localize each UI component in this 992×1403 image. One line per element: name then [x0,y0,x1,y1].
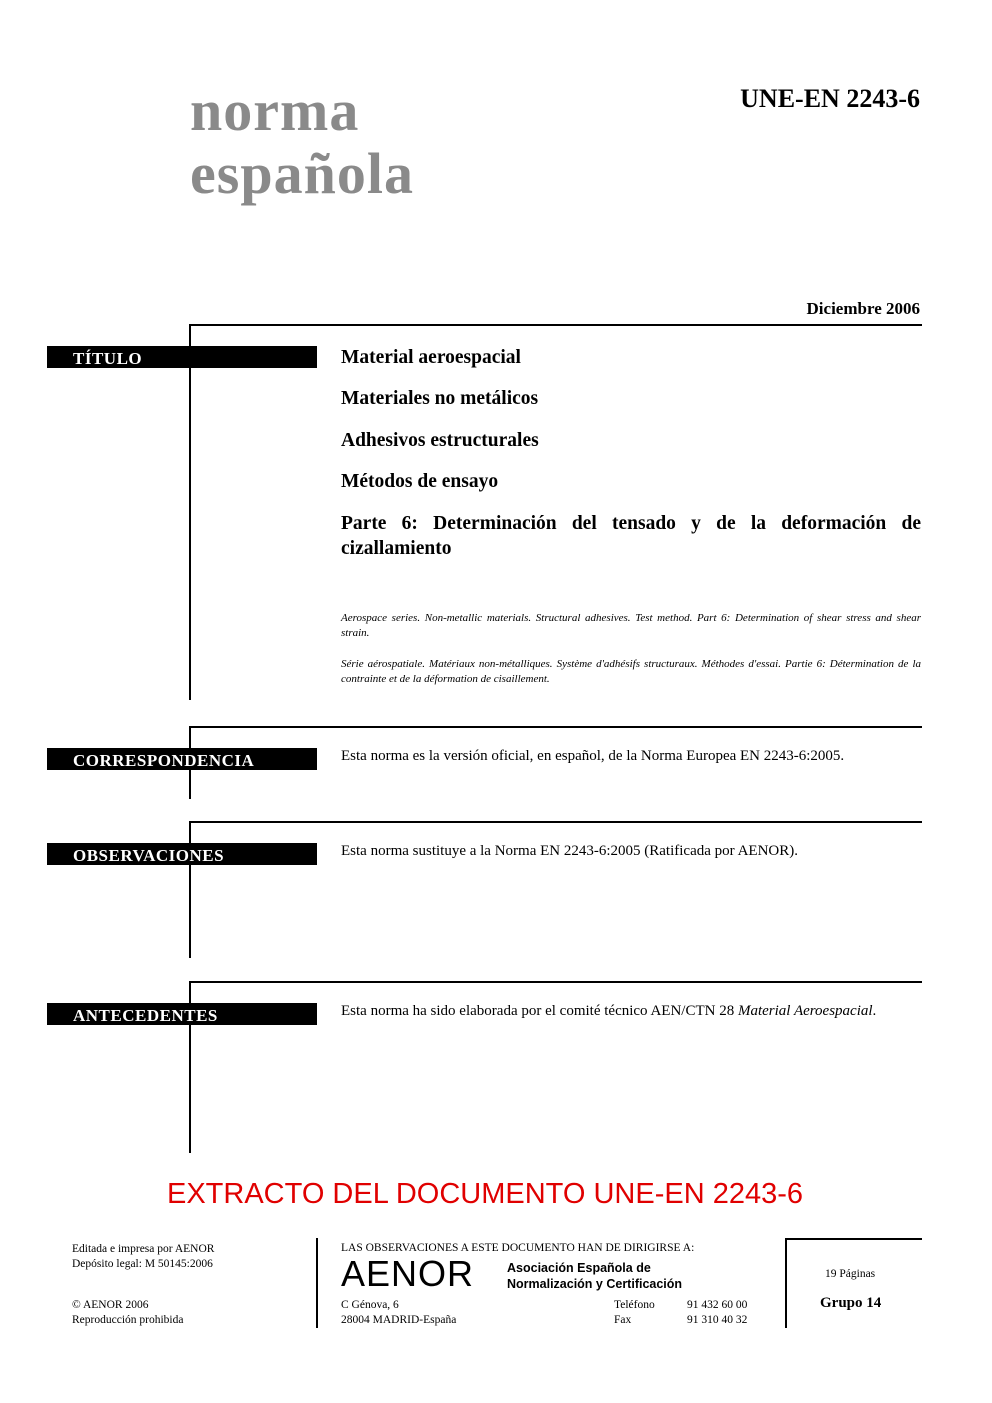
brand-line-norma: norma [190,78,360,143]
footer-reproduction: Reproducción prohibida [72,1314,184,1326]
footer-fax: 91 310 40 32 [687,1314,748,1326]
correspondencia-text: Esta norma es la versión oficial, en español, de la Norma Europea EN 2243-6:2005. [341,748,845,764]
antecedentes-text [341,1001,931,1021]
footer-address-2: 28004 MADRID-España [341,1314,457,1326]
antecedentes-committee-name: Material Aeroespacial [737,1003,873,1019]
footer-deposit: Depósito legal: M 50145:2006 [72,1258,213,1270]
page-count: 19 Páginas [825,1268,876,1280]
footer-address-1: C Génova, 6 [341,1299,399,1311]
correspondencia-top-rule [190,726,922,728]
price-group: Grupo 14 [820,1295,882,1311]
aenor-organization-name [507,1260,682,1292]
footer-divider-left [316,1238,318,1328]
antecedentes-label: ANTECEDENTES [47,1003,317,1025]
title-line-5: Parte 6: Determinación del tensado y de la deformación de cizallamiento [341,513,921,559]
standard-code: UNE-EN 2243-6 [740,84,920,113]
antecedentes-text-main: Esta norma ha sido elaborada por el comité técnico AEN/CTN 28 [341,1003,738,1019]
title-line-1: Material aeroespacial [341,347,521,368]
title-translation-fr: Série aérospatiale. Matériaux non-métalliques. Système d'adhésifs structuraux. Méthodes d'essai. Partie 6: Détermination de la contrainte et de la déformation de cisaillement. [341,658,921,685]
title-translation-en: Aerospace series. Non-metallic materials. Structural adhesives. Test method. Part 6: Determination of shear stress and shear strain. [341,612,921,639]
aenor-logo: AENOR [341,1253,475,1294]
footer-observations-note: LAS OBSERVACIONES A ESTE DOCUMENTO HAN DE DIRIGIRSE A: [341,1242,695,1254]
observaciones-top-rule [190,821,922,823]
titulo-label: TÍTULO [47,346,317,368]
antecedentes-text-end: . [872,1003,877,1019]
title-line-4: Métodos de ensayo [341,471,499,492]
pages-box [785,1238,922,1328]
observaciones-label: OBSERVACIONES [47,843,317,865]
observaciones-text: Esta norma sustituye a la Norma EN 2243-6:2005 (Ratificada por AENOR). [341,843,798,859]
brand-line-espanola: española [190,141,414,206]
footer-fax-label: Fax [614,1314,632,1326]
observaciones-left-rule [189,821,191,958]
aenor-org-line-1: Asociación Española de [507,1261,651,1275]
titulo-top-rule [190,324,922,326]
title-line-3: Adhesivos estructurales [341,430,539,451]
aenor-org-line-2: Normalización y Certificación [507,1277,683,1291]
footer-copyright: © AENOR 2006 [72,1299,149,1311]
titulo-left-rule [189,324,191,700]
extract-banner: EXTRACTO DEL DOCUMENTO UNE-EN 2243-6 [167,1178,803,1210]
footer-phone: 91 432 60 00 [687,1299,748,1311]
title-line-2: Materiales no metálicos [341,388,539,409]
correspondencia-label: CORRESPONDENCIA [47,748,317,770]
antecedentes-top-rule [190,981,922,983]
footer-phone-label: Teléfono [614,1299,655,1311]
footer-edited: Editada e impresa por AENOR [72,1243,215,1255]
publication-date: Diciembre 2006 [806,299,920,318]
